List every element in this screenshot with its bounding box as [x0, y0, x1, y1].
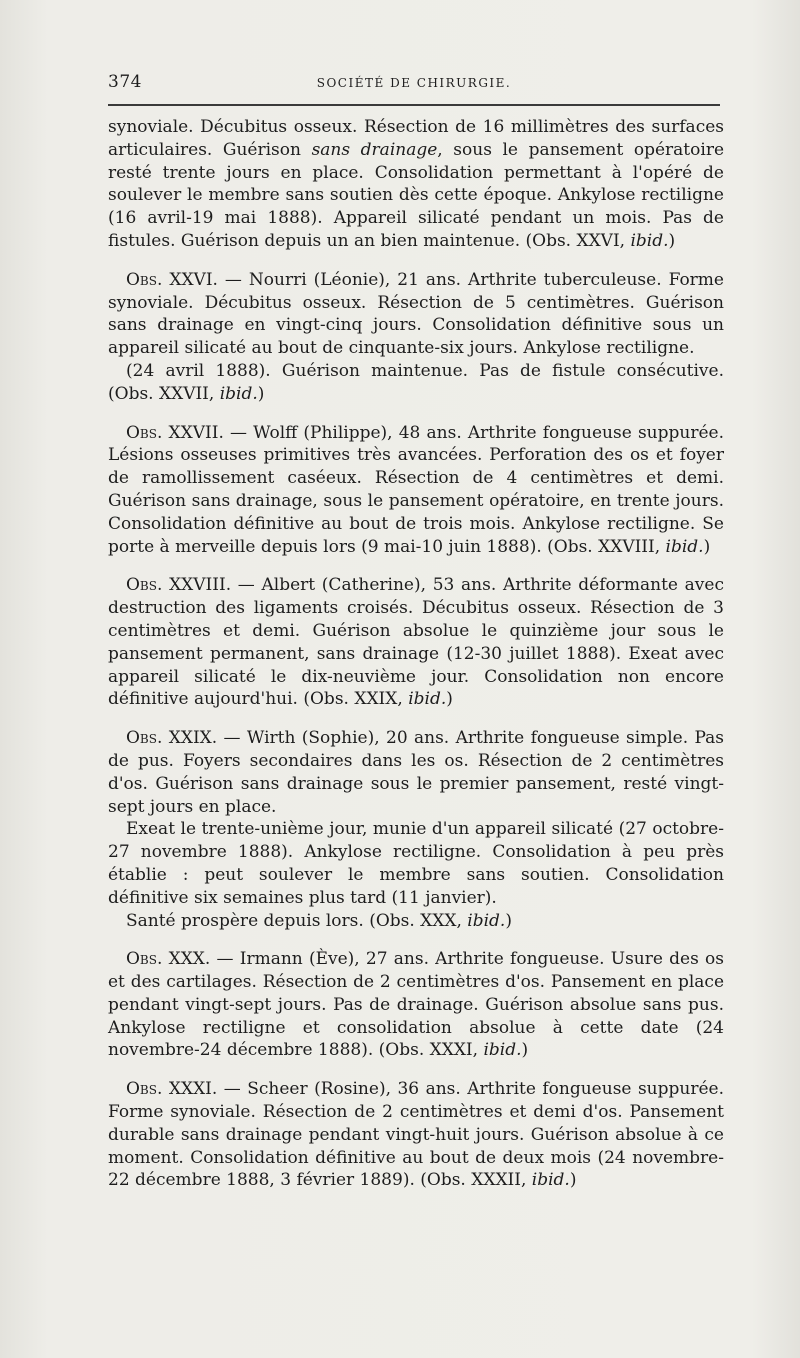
observation-xxxi: Obs. XXXI. — Scheer (Rosine), 36 ans. Arthrite fongueuse suppurée. Forme synoviale. Résection de 2 centimètres et demi d'os. Pansement durable sans drainage pendant vingt-huit jours. Guérison absolue à ce moment. Consolidation définitive au bout de deux mois (24 novembre-22 décembre 1888, 3 février 1889). (Obs. XXXII, ibid.) [108, 1079, 724, 1191]
running-head: SOCIÉTÉ DE CHIRURGIE. [316, 76, 512, 90]
observation-label: Obs. XXXI. [126, 1079, 218, 1100]
observation-xxix: Obs. XXIX. — Wirth (Sophie), 20 ans. Arthrite fongueuse simple. Pas de pus. Foyers secondaires dans les os. Résection de 2 centimètres d'os. Guérison sans drainage sous le premier pansement, resté vingt-sept jours en place. [108, 728, 724, 817]
observation-label: Obs. XXX. [126, 949, 211, 970]
observation-label: Obs. XXIX. [126, 728, 218, 749]
observation-xxix-exeat: Exeat le trente-unième jour, munie d'un appareil silicaté (27 octobre-27 novembre 1888). Ankylose rectiligne. Consolidation à peu près établie : peut soulever le membre sans soutien. Consolidation définitive six semaines plus tard (11 janvier). [108, 819, 724, 908]
observation-xxvii: Obs. XXVII. — Wolff (Philippe), 48 ans. Arthrite fongueuse suppurée. Lésions osseuses primitives très avancées. Perforation des os et foyer de ramollissement caséeux. Résection de 4 centimètres et demi. Guérison sans drainage, sous le pansement opératoire, en trente jours. Consolidation définitive au bout de trois mois. Ankylose rectiligne. Se porte à merveille depuis lors (9 mai-10 juin 1888). (Obs. XXVIII, ibid.) [108, 422, 724, 557]
page-number: 374 [108, 72, 142, 92]
observation-xxviii: Obs. XXVIII. — Albert (Catherine), 53 ans. Arthrite déformante avec destruction des ligaments croisés. Décubitus osseux. Résection de 3 centimètres et demi. Guérison absolue le quinzième jour sous le pansement permanent, sans drainage (12-30 juillet 1888). Exeat avec appareil silicaté le dix-neuvième jour. Consolidation non encore définitive aujourd'hui. (Obs. XXIX, ibid.) [108, 575, 724, 710]
paragraph-continuation: synoviale. Décubitus osseux. Résection de 16 millimètres des surfaces articulaires. Guérison sans drainage, sous le pansement opératoire resté trente jours en place. Consolidation permettant à l'opéré de soulever le membre sans soutien dès cette époque. Ankylose rectiligne (16 avril-19 mai 1888). Appareil silicaté pendant un mois. Pas de fistules. Guérison depuis un an bien maintenue. (Obs. XXVI, ibid.) [108, 117, 725, 251]
observation-label: Obs. XXVII. [126, 422, 224, 443]
header-rule [108, 104, 720, 106]
page-body [108, 116, 724, 1192]
observation-xxvi-continued: (24 avril 1888). Guérison maintenue. Pas de fistule consécutive. (Obs. XXVII, ibid.) [108, 360, 724, 404]
observation-label: Obs. XXVIII. [126, 575, 232, 596]
observation-xxx: Obs. XXX. — Irmann (Ève), 27 ans. Arthrite fongueuse. Usure des os et des cartilages. Résection de 2 centimètres d'os. Pansement en place pendant vingt-sept jours. Pas de drainage. Guérison absolue sans pus. Ankylose rectiligne et consolidation absolue à cette date (24 novembre-24 décembre 1888). (Obs. XXXI, ibid.) [108, 949, 724, 1061]
page-header [108, 72, 720, 96]
observation-xxvi: Obs. XXVI. — Nourri (Léonie), 21 ans. Arthrite tuberculeuse. Forme synoviale. Décubitus osseux. Résection de 5 centimètres. Guérison sans drainage en vingt-cinq jours. Consolidation définitive sous un appareil silicaté au bout de cinquante-six jours. Ankylose rectiligne. [108, 269, 724, 359]
observation-xxix-outcome: Santé prospère depuis lors. (Obs. XXX, ibid.) [126, 910, 512, 931]
observation-label: Obs. XXVI. [126, 269, 218, 290]
